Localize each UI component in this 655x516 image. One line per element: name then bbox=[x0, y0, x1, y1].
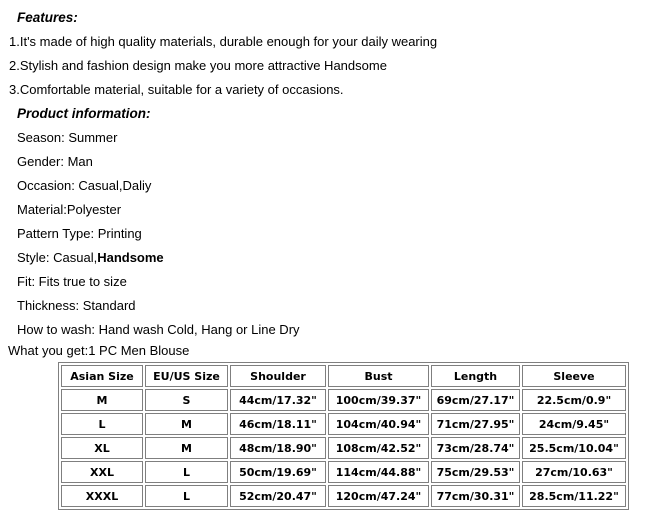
info-style bbox=[0, 246, 655, 270]
cell-shoulder: 44cm/17.32" bbox=[230, 389, 326, 411]
table-row bbox=[61, 461, 626, 483]
cell-shoulder: 52cm/20.47" bbox=[230, 485, 326, 507]
info-fit: Fit: Fits true to size bbox=[17, 274, 127, 289]
table-row bbox=[61, 389, 626, 411]
cell-bust: 108cm/42.52" bbox=[328, 437, 429, 459]
cell-bust: 100cm/39.37" bbox=[328, 389, 429, 411]
header-eu-us-size: EU/US Size bbox=[145, 365, 228, 387]
table-row bbox=[61, 485, 626, 507]
what-you-get-line: What you get:1 PC Men Blouse bbox=[8, 343, 190, 358]
cell-length: 75cm/29.53" bbox=[431, 461, 520, 483]
cell-eu-us-size: M bbox=[145, 437, 228, 459]
cell-sleeve: 22.5cm/0.9" bbox=[522, 389, 626, 411]
cell-asian-size: XXXL bbox=[61, 485, 143, 507]
table-row bbox=[61, 437, 626, 459]
cell-sleeve: 28.5cm/11.22" bbox=[522, 485, 626, 507]
product-information-heading: Product information: bbox=[17, 106, 151, 121]
info-occasion: Occasion: Casual,Daliy bbox=[17, 178, 152, 193]
cell-length: 71cm/27.95" bbox=[431, 413, 520, 435]
cell-asian-size: M bbox=[61, 389, 143, 411]
info-how-to-wash: How to wash: Hand wash Cold, Hang or Line Dry bbox=[17, 322, 300, 337]
size-chart-table bbox=[58, 362, 629, 510]
cell-eu-us-size: L bbox=[145, 485, 228, 507]
info-gender: Gender: Man bbox=[17, 154, 93, 169]
cell-length: 77cm/30.31" bbox=[431, 485, 520, 507]
feature-item-3: 3.Comfortable material, suitable for a variety of occasions. bbox=[9, 82, 344, 97]
cell-bust: 114cm/44.88" bbox=[328, 461, 429, 483]
header-length: Length bbox=[431, 365, 520, 387]
info-thickness: Thickness: Standard bbox=[17, 298, 136, 313]
cell-sleeve: 24cm/9.45" bbox=[522, 413, 626, 435]
header-shoulder: Shoulder bbox=[230, 365, 326, 387]
cell-bust: 104cm/40.94" bbox=[328, 413, 429, 435]
cell-shoulder: 48cm/18.90" bbox=[230, 437, 326, 459]
cell-shoulder: 50cm/19.69" bbox=[230, 461, 326, 483]
info-season: Season: Summer bbox=[17, 130, 118, 145]
features-heading: Features: bbox=[17, 10, 78, 25]
cell-asian-size: XXL bbox=[61, 461, 143, 483]
cell-bust: 120cm/47.24" bbox=[328, 485, 429, 507]
cell-length: 69cm/27.17" bbox=[431, 389, 520, 411]
cell-shoulder: 46cm/18.11" bbox=[230, 413, 326, 435]
cell-eu-us-size: S bbox=[145, 389, 228, 411]
header-bust: Bust bbox=[328, 365, 429, 387]
info-style-prefix: Style: Casual, bbox=[17, 250, 98, 265]
feature-item-2: 2.Stylish and fashion design make you more attractive Handsome bbox=[9, 58, 387, 73]
cell-asian-size: L bbox=[61, 413, 143, 435]
info-style-bold: Handsome bbox=[97, 250, 164, 265]
info-material: Material:Polyester bbox=[17, 202, 122, 217]
cell-eu-us-size: M bbox=[145, 413, 228, 435]
table-row bbox=[61, 413, 626, 435]
header-asian-size: Asian Size bbox=[61, 365, 143, 387]
cell-asian-size: XL bbox=[61, 437, 143, 459]
feature-item-1: 1.It's made of high quality materials, durable enough for your daily wearing bbox=[9, 34, 438, 49]
info-pattern-type: Pattern Type: Printing bbox=[17, 226, 142, 241]
cell-length: 73cm/28.74" bbox=[431, 437, 520, 459]
cell-sleeve: 25.5cm/10.04" bbox=[522, 437, 626, 459]
cell-eu-us-size: L bbox=[145, 461, 228, 483]
cell-sleeve: 27cm/10.63" bbox=[522, 461, 626, 483]
header-sleeve: Sleeve bbox=[522, 365, 626, 387]
size-chart-header-row bbox=[61, 365, 626, 387]
